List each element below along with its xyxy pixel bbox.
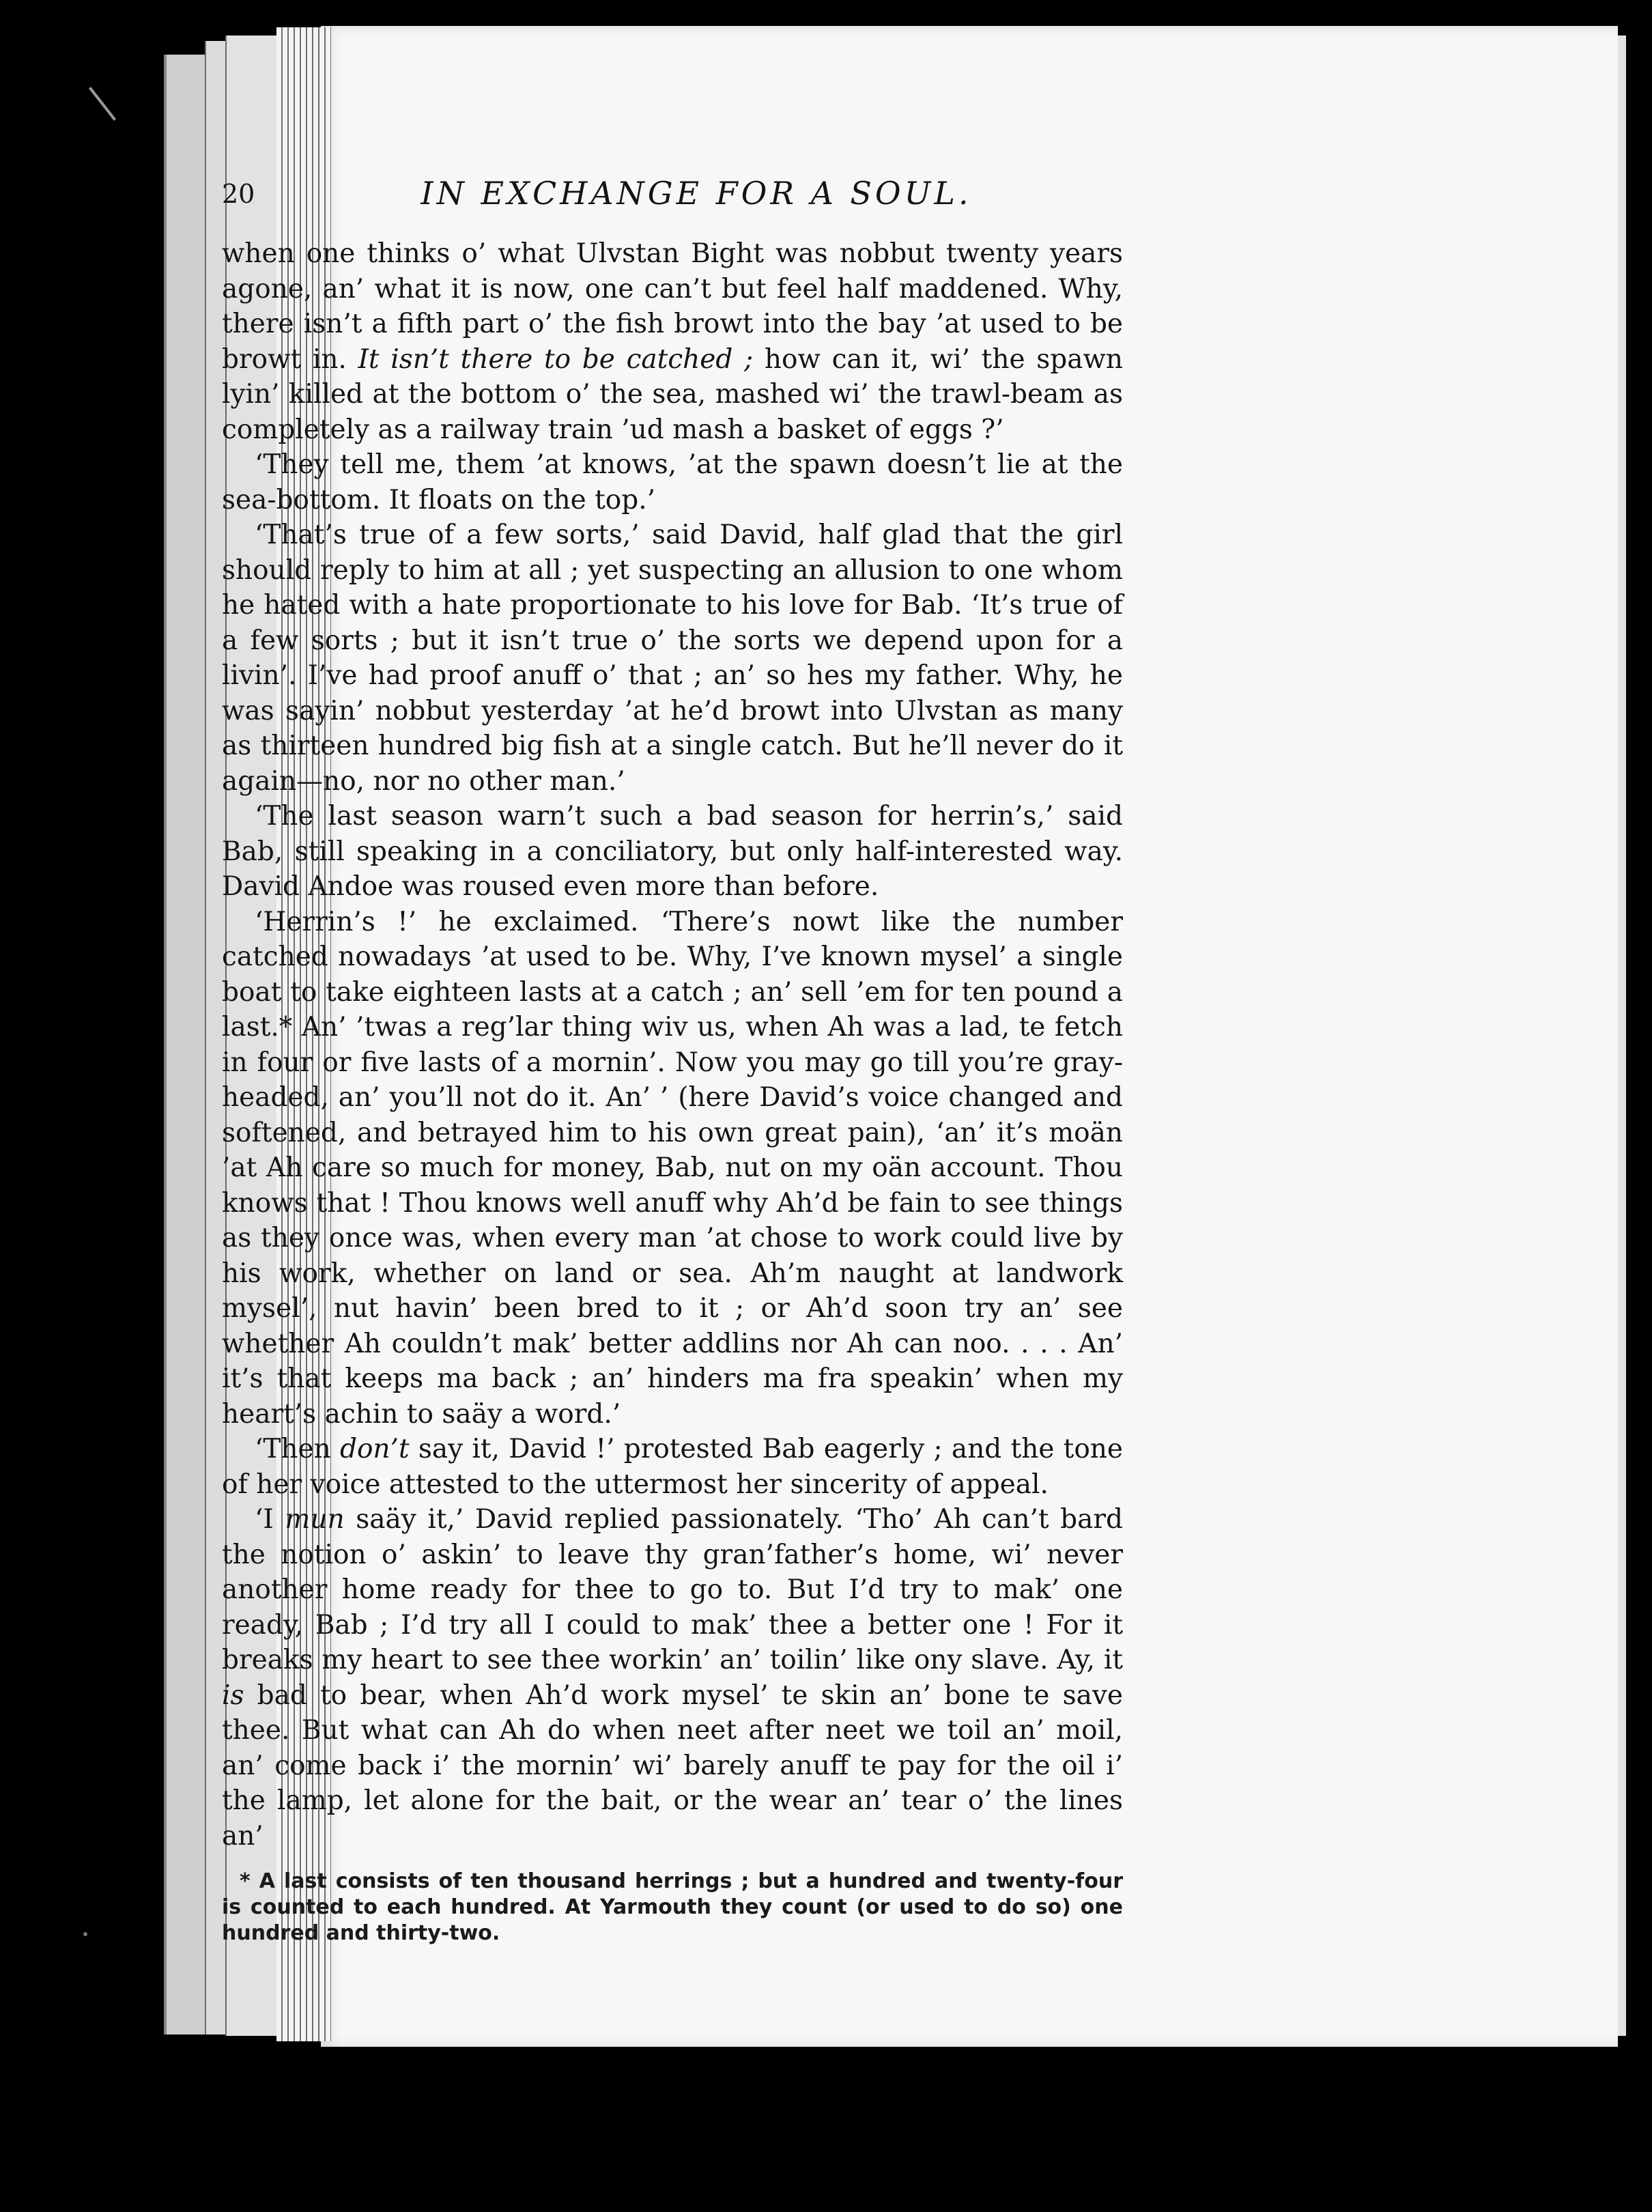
scan-mark [89,87,116,121]
scan-speck [83,1932,87,1936]
text-run: ‘I [255,1504,285,1535]
paragraph [222,1502,1123,1854]
text-run: saäy it,’ David replied passionately. ‘Tho’ Ah can’t bard the notion o’ askin’ to leave thy gran’father’s home, wi’ never another home ready for thee to go to. But I’d try to mak’ one ready, Bab ; I’d try all I could to mak’ thee a better one ! For it breaks my heart to see thee workin’ an’ toilin’ like ony slave. Ay, it [222,1504,1123,1675]
body-text [222,236,1123,1854]
page-header [222,164,1123,218]
paragraph [222,1432,1123,1502]
text-run: say it, David !’ protested Bab eagerly ; and the tone of her voice attested to the uttermost her sincerity of appeal. [222,1434,1124,1500]
page-number: 20 [222,179,255,209]
paragraph [222,905,1123,1432]
paragraph [222,447,1123,517]
text-run: ‘The last season warn’t such a bad season for herrin’s,’ said Bab, still speaking in a conciliatory, but only half-interested way. David Andoe was roused even more than before. [222,801,1123,902]
paragraph [222,799,1123,905]
paragraph [222,517,1123,799]
text-run: bad to bear, when Ah’d work mysel’ te skin an’ bone te save thee. But what can Ah do when neet after neet we toil an’ moil, an’ come back i’ the mornin’ wi’ barely anuff te pay for the oil i’ the lamp, let alone for the bait, or the wear an’ tear o’ the lines an’ [222,1679,1123,1852]
footnote: * A last consists of ten thousand herrings ; but a hundred and twenty-four is counted to each hundred. At Yarmouth they count (or used to do so) one hundred and thirty-two. [222,1869,1123,1945]
italic-text: It isn’t there to be catched ; [358,343,754,375]
text-run: ‘That’s true of a few sorts,’ said David, half glad that the girl should reply to him at all ; yet suspecting an allusion to one whom he hated with a hate proportionate to his love for Bab. ‘It’s true of a few sorts ; but it isn’t true o’ the sorts we depend upon for a livin’. I’ve had proof anuff o’ that ; an’ so hes my father. Why, he was sayin’ nobbut yesterday ’at he’d browt into Ulvstan as many as thirteen hundred big fish at a single catch. But he’ll never do it again—no, nor no other man.’ [222,520,1123,797]
paragraph [222,236,1123,447]
italic-text: don’t [339,1434,410,1464]
italic-text: mun [285,1504,345,1535]
text-run: how can it, wi’ the spawn lyin’ killed at the bottom o’ the sea, mashed wi’ the trawl-beam as completely as a railway train ’ud mash a basket of eggs ?’ [222,343,1123,445]
running-head: IN EXCHANGE FOR A SOUL. [421,175,972,212]
text-run: ‘Herrin’s !’ he exclaimed. ‘There’s nowt like the number catched nowadays ’at used to be. Why, I’ve known mysel’ a single boat to take eighteen lasts at a catch ; an’ sell ’em for ten pound a last.* An’ ’twas a reg’lar thing wiv us, when Ah was a lad, te fetch in four or five lasts of a mornin’. Now you may go till you’re gray-headed, an’ you’ll not do it. An’ ’ (here David’s voice changed and softened, and betrayed him to his own great pain), ‘an’ it’s moän ’at Ah care so much for money, Bab, nut on my oän account. Thou knows that ! Thou knows well anuff why Ah’d be fain to see things as they once was, when every man ’at chose to work could live by his work, whether on land or sea. Ah’m naught at landwork mysel’, nut havin’ been bred to it ; or Ah’d soon try an’ see whether Ah couldn’t mak’ better addlins nor Ah can noo. . . . An’ it’s that keeps ma back ; an’ hinders ma fra speakin’ when my heart’s achin to saäy a word.’ [222,906,1123,1430]
text-run: when one thinks o’ what Ulvstan Bight was nobbut twenty years agone, an’ what it is now, one can’t but feel half maddened. Why, there isn’t a fifth part o’ the fish browt into the bay ’at used to be browt in. [222,238,1123,375]
text-run: ‘Then [255,1434,340,1464]
italic-text: is [222,1679,244,1711]
text-run: ‘They tell me, them ’at knows, ’at the spawn doesn’t lie at the sea-bottom. It floats on the top.’ [222,449,1123,515]
page-content [222,164,1123,1946]
